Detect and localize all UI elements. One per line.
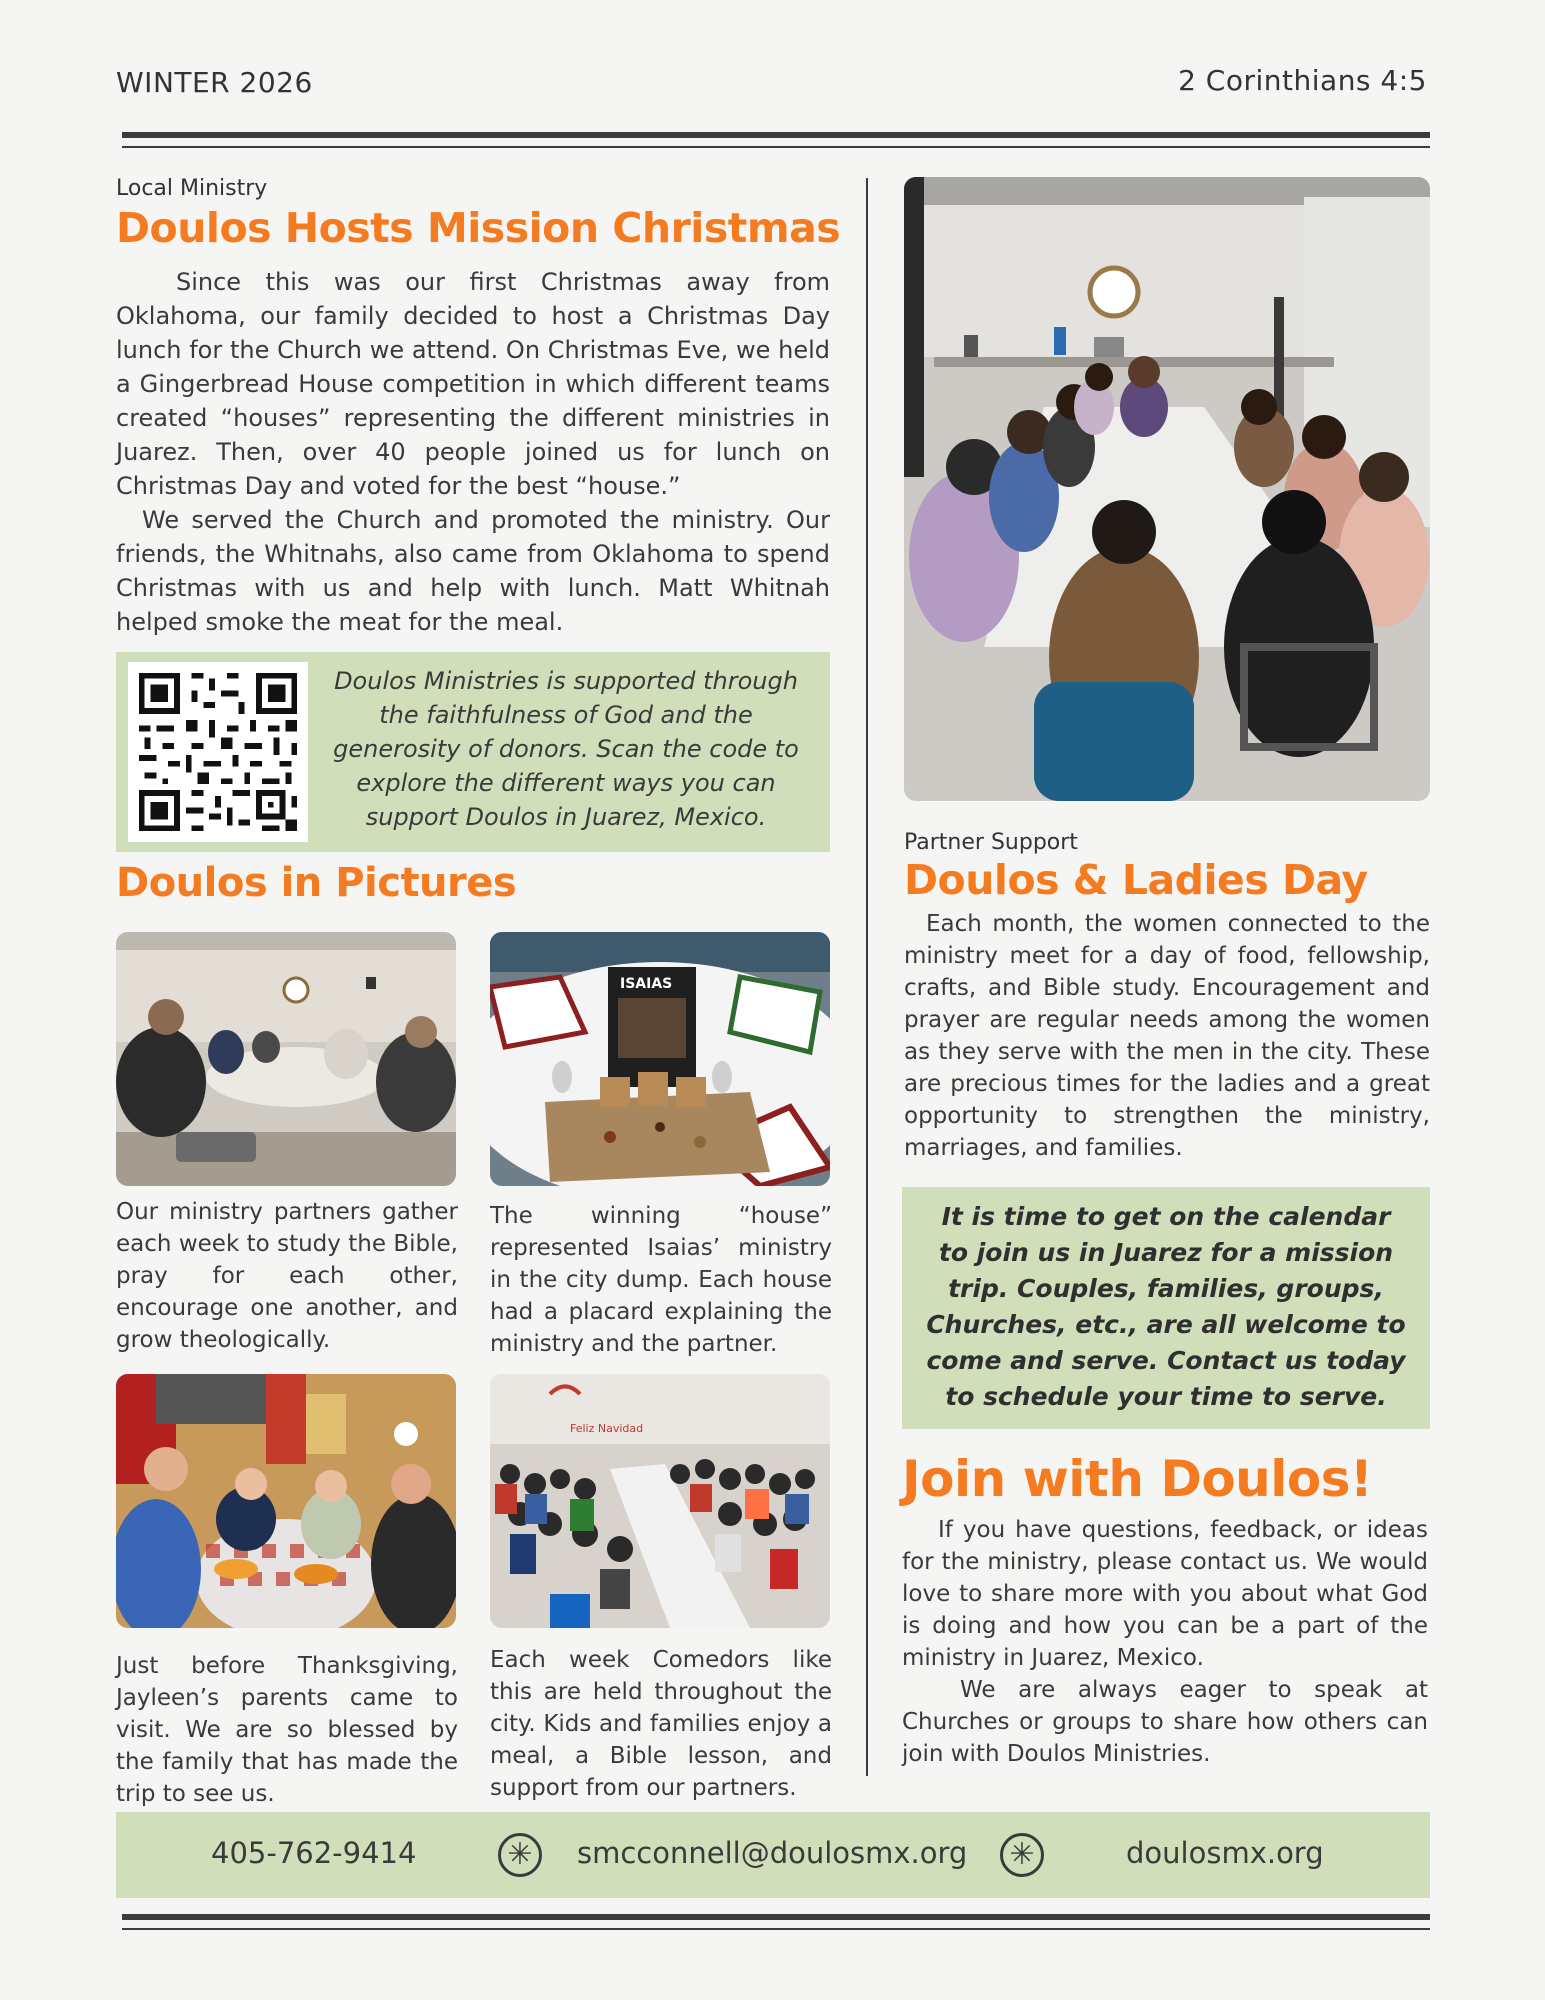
photo-partners-meeting — [116, 932, 456, 1186]
asterisk-icon: ✳ — [498, 1833, 542, 1877]
contact-bar — [116, 1812, 1430, 1898]
callout-box — [902, 1187, 1430, 1429]
header-rule-thick — [122, 132, 1430, 138]
caption-partners: Our ministry partners gather each week to study the Bible, pray for each other, encourage one another, and grow theologically. — [116, 1199, 458, 1353]
issue-label: WINTER 2026 — [116, 66, 313, 99]
asterisk-icon: ✳ — [1000, 1833, 1044, 1877]
article1-para2: We served the Church and promoted the ministry. Our friends, the Whitnahs, also came from Oklahoma to spend Christmas with us and help with lunch. Matt Whitnah helped smoke the meat for the meal. — [116, 506, 830, 636]
placard-label: ISAIAS — [620, 976, 673, 992]
callout-text: It is time to get on the calendar to join us in Juarez for a mission trip. Couples, families, groups, Churches, etc., are all welcome to come and serve. Contact us today to schedule your time to serve. — [926, 1202, 1406, 1411]
header-rule-thin — [122, 146, 1430, 148]
support-text: Doulos Ministries is supported through the faithfulness of God and the generosity of donors. Scan the code to explore the different ways you can support Doulos in Juarez, Mexico. — [333, 667, 799, 831]
photo-family-visit — [116, 1374, 456, 1628]
article1-para1: Since this was our first Christmas away from Oklahoma, our family decided to host a Christmas Day lunch for the Church we attend. On Christmas Eve, we held a Gingerbread House competition in which different teams created “houses” representing the different ministries in Juarez. Then, over 40 people joined us for lunch on Christmas Day and voted for the best “house.” — [116, 268, 830, 500]
join-body — [902, 1514, 1428, 1770]
article1-kicker: Local Ministry — [116, 176, 268, 201]
svg-text:Feliz Navidad: Feliz Navidad — [570, 1422, 644, 1435]
footer-email[interactable]: smcconnell@doulosmx.org — [577, 1836, 968, 1870]
article1-body — [116, 265, 830, 639]
qr-code[interactable] — [128, 662, 308, 842]
footer-rule-thin — [122, 1928, 1430, 1930]
article2-body — [904, 908, 1430, 1164]
article2-para: Each month, the women connected to the ministry meet for a day of food, fellowship, crafts, and Bible study. Encouragement and prayer are regular needs among the women as they serve with the men in the city. These are precious times for the ladies and a great opportunity to strengthen the ministry, marriages, and families. — [904, 911, 1430, 1161]
photo-comedor — [490, 1374, 830, 1628]
column-divider — [866, 178, 868, 1776]
footer-rule-thick — [122, 1914, 1430, 1920]
join-para1: If you have questions, feedback, or ideas for the ministry, please contact us. We would love to share more with you about what God is doing and how you can be a part of the ministry in Juarez, Mexico. — [902, 1517, 1428, 1671]
join-title: Join with Doulos! — [902, 1450, 1373, 1508]
pictures-title: Doulos in Pictures — [116, 860, 517, 906]
support-box — [116, 652, 830, 852]
join-para2: We are always eager to speak at Churches or groups to share how others can join with Doulos Ministries. — [902, 1677, 1428, 1767]
footer-website[interactable]: doulosmx.org — [1126, 1836, 1324, 1870]
caption-gingerbread: The winning “house” represented Isaias’ ministry in the city dump. Each house had a placard explaining the ministry and the partner. — [490, 1203, 832, 1357]
article1-title: Doulos Hosts Mission Christmas — [116, 204, 841, 252]
photo-ladies-day — [904, 177, 1430, 801]
footer-phone[interactable]: 405-762-9414 — [211, 1836, 417, 1870]
photo-gingerbread-house — [490, 932, 830, 1186]
verse-reference: 2 Corinthians 4:5 — [1178, 64, 1427, 97]
article2-title: Doulos & Ladies Day — [904, 856, 1368, 904]
caption-comedor: Each week Comedors like this are held throughout the city. Kids and families enjoy a meal, a Bible lesson, and support from our partners. — [490, 1647, 832, 1801]
article2-kicker: Partner Support — [904, 830, 1078, 855]
caption-family: Just before Thanksgiving, Jayleen’s parents came to visit. We are so blessed by the family that has made the trip to see us. — [116, 1653, 458, 1807]
